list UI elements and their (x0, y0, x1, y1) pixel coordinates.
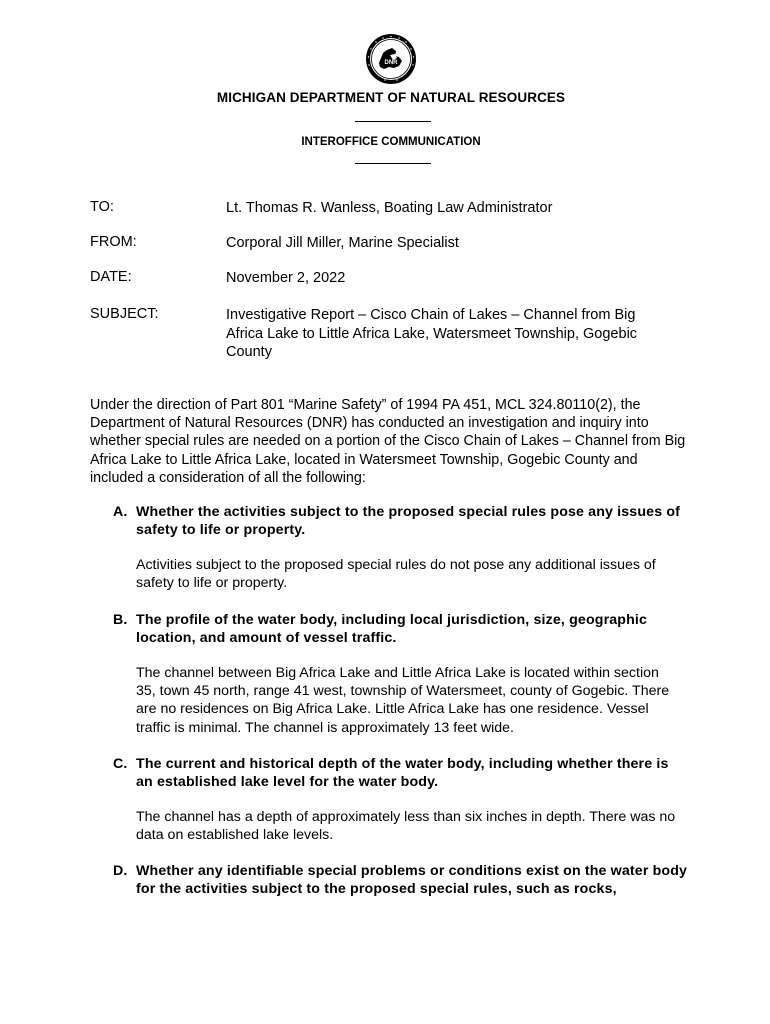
section-d-letter: D. (113, 863, 128, 879)
section-d-heading-text: Whether any identifiable special problems or conditions exist on the water body for the activities subject to the proposed special rules, such as rocks, (136, 863, 688, 897)
to-label: TO: (90, 199, 114, 215)
section-d-heading (113, 862, 688, 898)
section-b-body: The channel between Big Africa Lake and Little Africa Lake is located within section 35, town 45 north, range 41 west, township of Watersmeet, county of Gogebic. There are no residences on Big Africa Lake. Little Africa Lake has one residence. Vessel traffic is minimal. The channel is approximately 13 feet wide. (136, 665, 670, 736)
section-b-heading-text: The profile of the water body, including local jurisdiction, size, geographic location, and amount of vessel traffic. (136, 612, 648, 646)
memo-type-divider (355, 163, 431, 164)
michigan-dnr-seal-icon (365, 33, 417, 85)
section-a-heading (113, 503, 688, 539)
from-value: Corporal Jill Miller, Marine Specialist (226, 235, 459, 251)
date-value: November 2, 2022 (226, 270, 346, 286)
section-c-body: The channel has a depth of approximately less than six inches in depth. There was no data on established lake levels. (136, 809, 676, 844)
department-title: MICHIGAN DEPARTMENT OF NATURAL RESOURCES (216, 90, 566, 105)
section-a-body: Activities subject to the proposed special rules do not pose any additional issues of safety to life or property. (136, 557, 656, 592)
seal-text: DNR (384, 60, 398, 66)
section-a-letter: A. (113, 504, 128, 520)
subject-label: SUBJECT: (90, 306, 159, 322)
subject-value: Investigative Report – Cisco Chain of Lakes – Channel from Big Africa Lake to Little Africa Lake, Watersmeet Township, Gogebic County (226, 307, 638, 360)
section-a-heading-text: Whether the activities subject to the proposed special rules pose any issues of safety to life or property. (136, 504, 681, 538)
from-label: FROM: (90, 234, 137, 250)
date-label: DATE: (90, 269, 132, 285)
section-c-heading (113, 755, 688, 791)
section-b-letter: B. (113, 612, 128, 628)
to-value: Lt. Thomas R. Wanless, Boating Law Administrator (226, 200, 553, 216)
section-c-letter: C. (113, 756, 128, 772)
memo-type-title: INTEROFFICE COMMUNICATION (301, 136, 481, 148)
section-c-heading-text: The current and historical depth of the water body, including whether there is an established lake level for the water body. (136, 756, 669, 790)
section-b-heading (113, 611, 688, 647)
title-divider (355, 121, 431, 122)
intro-paragraph: Under the direction of Part 801 “Marine Safety” of 1994 PA 451, MCL 324.80110(2), the Department of Natural Resources (DNR) has conducted an investigation and inquiry into whether special rules are needed on a portion of the Cisco Chain of Lakes – Channel from Big Africa Lake to Little Africa Lake, located in Watersmeet Township, Gogebic County and included a consideration of all the following: (90, 397, 686, 486)
